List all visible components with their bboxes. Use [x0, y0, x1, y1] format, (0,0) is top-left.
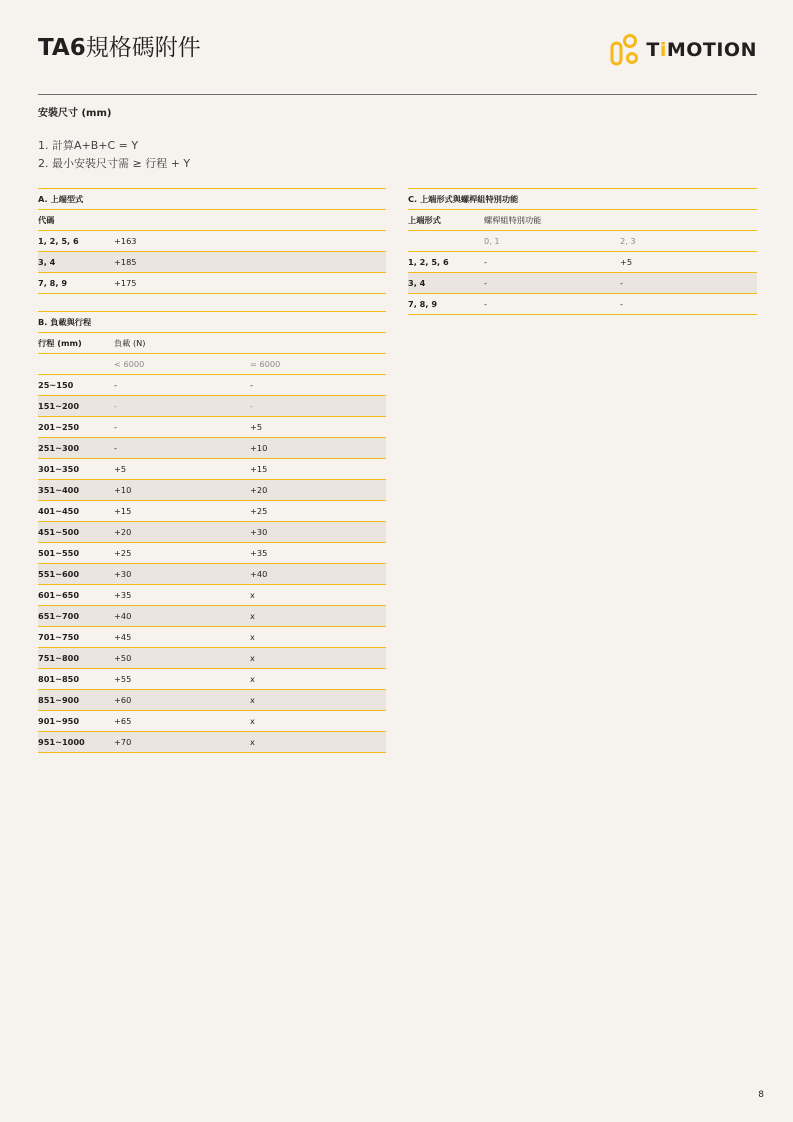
- table-b-sub-eq: = 6000: [250, 359, 281, 369]
- lt-cell: +45: [114, 632, 132, 642]
- lt-cell: +20: [114, 527, 132, 537]
- table-row: [38, 690, 386, 711]
- table-row: [38, 732, 386, 753]
- table-row: [38, 252, 386, 273]
- table-row: [38, 438, 386, 459]
- table-c-header-func: 螺桿組特別功能: [484, 214, 542, 225]
- header-divider: [38, 94, 757, 95]
- eq-cell: x: [250, 737, 255, 747]
- table-row: [38, 522, 386, 543]
- table-row: [38, 501, 386, 522]
- logo-letters-motion: MOTION: [666, 39, 757, 61]
- table-a-top-type: [38, 188, 386, 294]
- logo-rings-icon: [610, 33, 640, 67]
- eq-cell: +15: [250, 464, 268, 474]
- eq-cell: x: [250, 653, 255, 663]
- v01-cell: -: [484, 278, 487, 288]
- stroke-cell: 301~350: [38, 464, 80, 474]
- eq-cell: +10: [250, 443, 268, 453]
- lt-cell: -: [114, 422, 117, 432]
- lt-cell: -: [114, 443, 117, 453]
- table-a-value: +175: [114, 278, 137, 288]
- lt-cell: +50: [114, 653, 132, 663]
- table-row: [38, 396, 386, 417]
- logo-letter-t: T: [646, 39, 660, 61]
- lt-cell: +10: [114, 485, 132, 495]
- table-row: [408, 273, 757, 294]
- v23-cell: +5: [620, 257, 633, 267]
- table-a-value: +163: [114, 236, 137, 246]
- type-cell: 7, 8, 9: [408, 299, 438, 309]
- v01-cell: -: [484, 257, 487, 267]
- lt-cell: -: [114, 401, 117, 411]
- stroke-cell: 801~850: [38, 674, 80, 684]
- v23-cell: -: [620, 278, 623, 288]
- stroke-cell: 551~600: [38, 569, 80, 579]
- stroke-cell: 451~500: [38, 527, 80, 537]
- eq-cell: x: [250, 716, 255, 726]
- v23-cell: -: [620, 299, 623, 309]
- stroke-cell: 701~750: [38, 632, 80, 642]
- stroke-cell: 951~1000: [38, 737, 85, 747]
- timotion-logo: [610, 33, 757, 67]
- lt-cell: -: [114, 380, 117, 390]
- table-row: [38, 606, 386, 627]
- eq-cell: +5: [250, 422, 263, 432]
- table-c-title: C. 上端形式與螺桿組特別功能: [408, 193, 519, 204]
- table-c-sub-01: 0, 1: [484, 236, 500, 246]
- logo-letter-i: i: [659, 39, 667, 61]
- eq-cell: x: [250, 590, 255, 600]
- table-b-load-stroke: [38, 311, 386, 753]
- eq-cell: x: [250, 632, 255, 642]
- stroke-cell: 401~450: [38, 506, 80, 516]
- eq-cell: +40: [250, 569, 268, 579]
- lt-cell: +30: [114, 569, 132, 579]
- table-c-header-type: 上端形式: [408, 214, 441, 225]
- type-cell: 3, 4: [408, 278, 426, 288]
- stroke-cell: 601~650: [38, 590, 80, 600]
- lt-cell: +60: [114, 695, 132, 705]
- lt-cell: +40: [114, 611, 132, 621]
- table-row: [38, 585, 386, 606]
- eq-cell: x: [250, 674, 255, 684]
- eq-cell: -: [250, 380, 253, 390]
- stroke-cell: 251~300: [38, 443, 80, 453]
- table-row: [38, 669, 386, 690]
- formula-step-1: 1. 計算A+B+C = Y: [38, 139, 139, 152]
- eq-cell: x: [250, 611, 255, 621]
- table-row: [38, 480, 386, 501]
- eq-cell: +30: [250, 527, 268, 537]
- page-title-text: 規格碼附件: [85, 35, 201, 61]
- table-a-header-code: 代碼: [38, 214, 55, 225]
- eq-cell: +35: [250, 548, 268, 558]
- table-b-header-load: 負載 (N): [114, 337, 146, 348]
- table-b-sub-lt: < 6000: [114, 359, 145, 369]
- stroke-cell: 751~800: [38, 653, 80, 663]
- lt-cell: +70: [114, 737, 132, 747]
- lt-cell: +65: [114, 716, 132, 726]
- table-a-title: A. 上端型式: [38, 193, 84, 204]
- lt-cell: +35: [114, 590, 132, 600]
- table-row: [38, 564, 386, 585]
- table-b-title: B. 負載與行程: [38, 316, 92, 327]
- section-title: 安裝尺寸 (mm): [38, 108, 112, 119]
- stroke-cell: 901~950: [38, 716, 80, 726]
- page-number: 8: [758, 1090, 764, 1100]
- page-title: [38, 32, 201, 64]
- table-row: [38, 648, 386, 669]
- table-row: [38, 375, 386, 396]
- lt-cell: +5: [114, 464, 127, 474]
- table-row: [38, 417, 386, 438]
- table-a-code: 7, 8, 9: [38, 278, 68, 288]
- table-row: [408, 252, 757, 273]
- table-row: [38, 627, 386, 648]
- formula-step-2: 2. 最小安裝尺寸需 ≥ 行程 + Y: [38, 157, 191, 170]
- lt-cell: +25: [114, 548, 132, 558]
- table-row: [38, 543, 386, 564]
- page-title-model: TA6: [38, 35, 86, 61]
- table-row: [38, 711, 386, 732]
- eq-cell: +20: [250, 485, 268, 495]
- type-cell: 1, 2, 5, 6: [408, 257, 449, 267]
- eq-cell: +25: [250, 506, 268, 516]
- table-row: [38, 459, 386, 480]
- table-a-code: 3, 4: [38, 257, 56, 267]
- table-c-sub-23: 2, 3: [620, 236, 636, 246]
- table-a-value: +185: [114, 257, 137, 267]
- lt-cell: +55: [114, 674, 132, 684]
- stroke-cell: 651~700: [38, 611, 80, 621]
- v01-cell: -: [484, 299, 487, 309]
- table-b-header-stroke: 行程 (mm): [38, 337, 82, 348]
- stroke-cell: 151~200: [38, 401, 80, 411]
- logo-wordmark: [646, 39, 757, 61]
- stroke-cell: 851~900: [38, 695, 80, 705]
- table-a-code: 1, 2, 5, 6: [38, 236, 79, 246]
- stroke-cell: 351~400: [38, 485, 80, 495]
- table-row: [38, 273, 386, 294]
- stroke-cell: 501~550: [38, 548, 80, 558]
- lt-cell: +15: [114, 506, 132, 516]
- table-c-top-function: [408, 188, 757, 315]
- table-row: [38, 231, 386, 252]
- table-row: [408, 294, 757, 315]
- stroke-cell: 25~150: [38, 380, 74, 390]
- eq-cell: x: [250, 695, 255, 705]
- stroke-cell: 201~250: [38, 422, 80, 432]
- page-header: [38, 32, 757, 72]
- eq-cell: -: [250, 401, 253, 411]
